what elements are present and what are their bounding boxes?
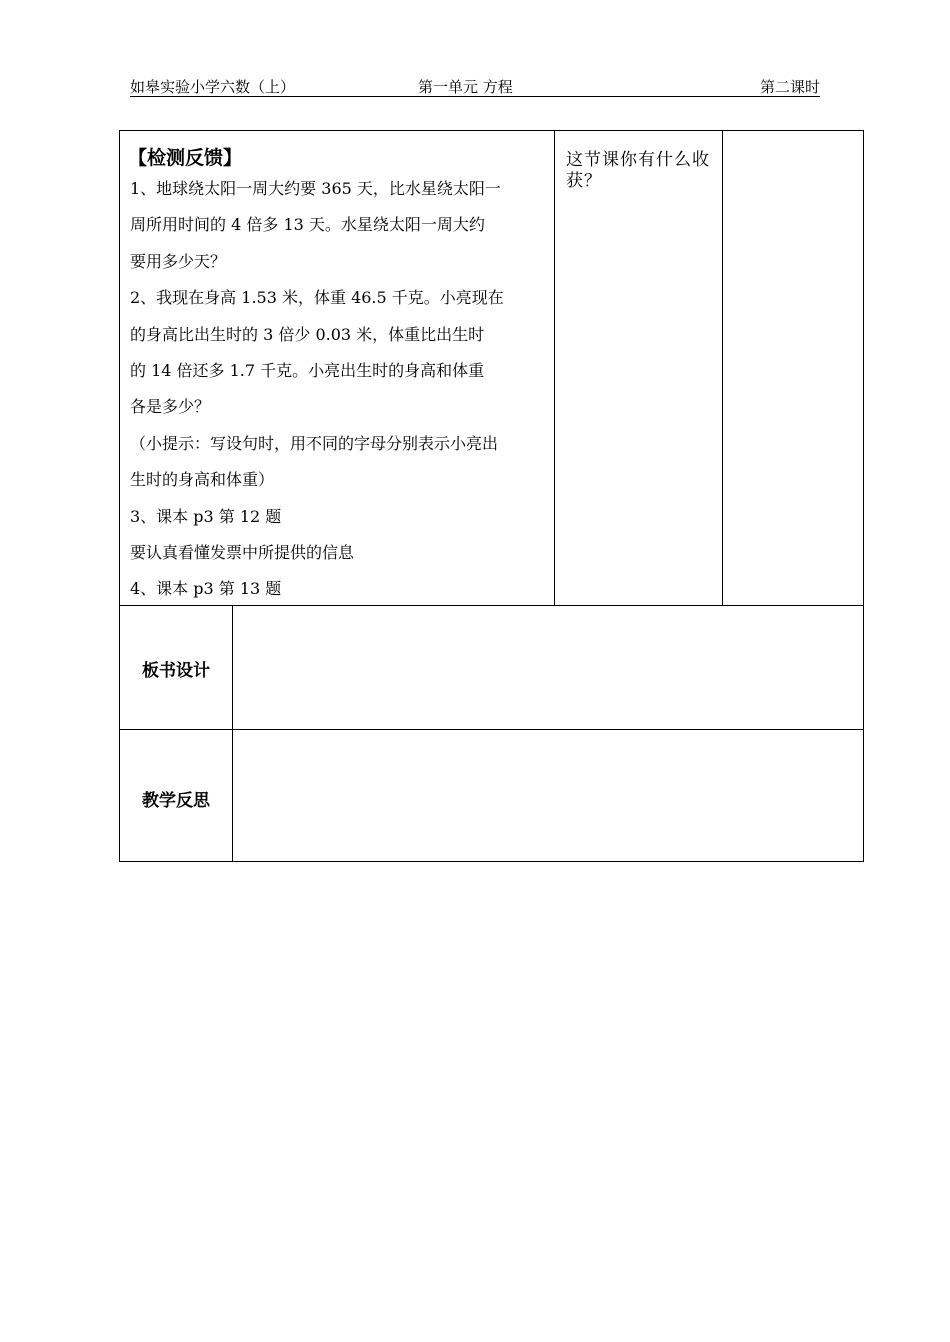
- divider-main-side: [554, 130, 555, 605]
- exercise-line: 1、地球绕太阳一周大约要 365 天，比水星绕太阳一: [130, 179, 501, 198]
- exercise-line: 3、课本 p3 第 12 题: [130, 506, 282, 526]
- exercise-line: 2、我现在身高 1.53 米，体重 46.5 千克。小亮现在: [130, 288, 504, 308]
- exercise-line: 要用多少天？: [130, 251, 227, 271]
- exercise-content: [130, 171, 548, 608]
- header-lesson: 第二课时: [759, 78, 820, 96]
- header-unit: 第一单元 方程: [418, 78, 513, 96]
- reflection-question: 这节课你有什么收获？: [566, 150, 710, 191]
- teaching-reflection-label: 教学反思: [142, 791, 210, 811]
- exercise-line: 各是多少？: [130, 397, 211, 417]
- exercise-line: 的 14 倍还多 1.7 千克。小亮出生时的身高和体重: [130, 360, 485, 380]
- exercise-line: 的身高比出生时的 3 倍少 0.03 米，体重比出生时: [130, 324, 485, 344]
- board-design-label: 板书设计: [142, 661, 210, 681]
- divider-label-column: [232, 605, 233, 862]
- exercise-line: 4、课本 p3 第 13 题: [130, 579, 282, 599]
- exercise-line: 周所用时间的 4 倍多 13 天。水星绕太阳一周大约: [130, 215, 485, 235]
- exercise-line: 生时的身高和体重）: [130, 470, 275, 490]
- section-title: 【检测反馈】: [128, 147, 243, 169]
- header-school: 如皋实验小学六数（上）: [130, 78, 296, 96]
- divider-side-blank: [722, 130, 723, 605]
- page-header: [130, 76, 820, 97]
- exercise-line: 要认真看懂发票中所提供的信息: [130, 542, 355, 562]
- divider-row-2: [119, 729, 864, 730]
- exercise-line: （小提示：写设句时，用不同的字母分别表示小亮出: [130, 433, 499, 453]
